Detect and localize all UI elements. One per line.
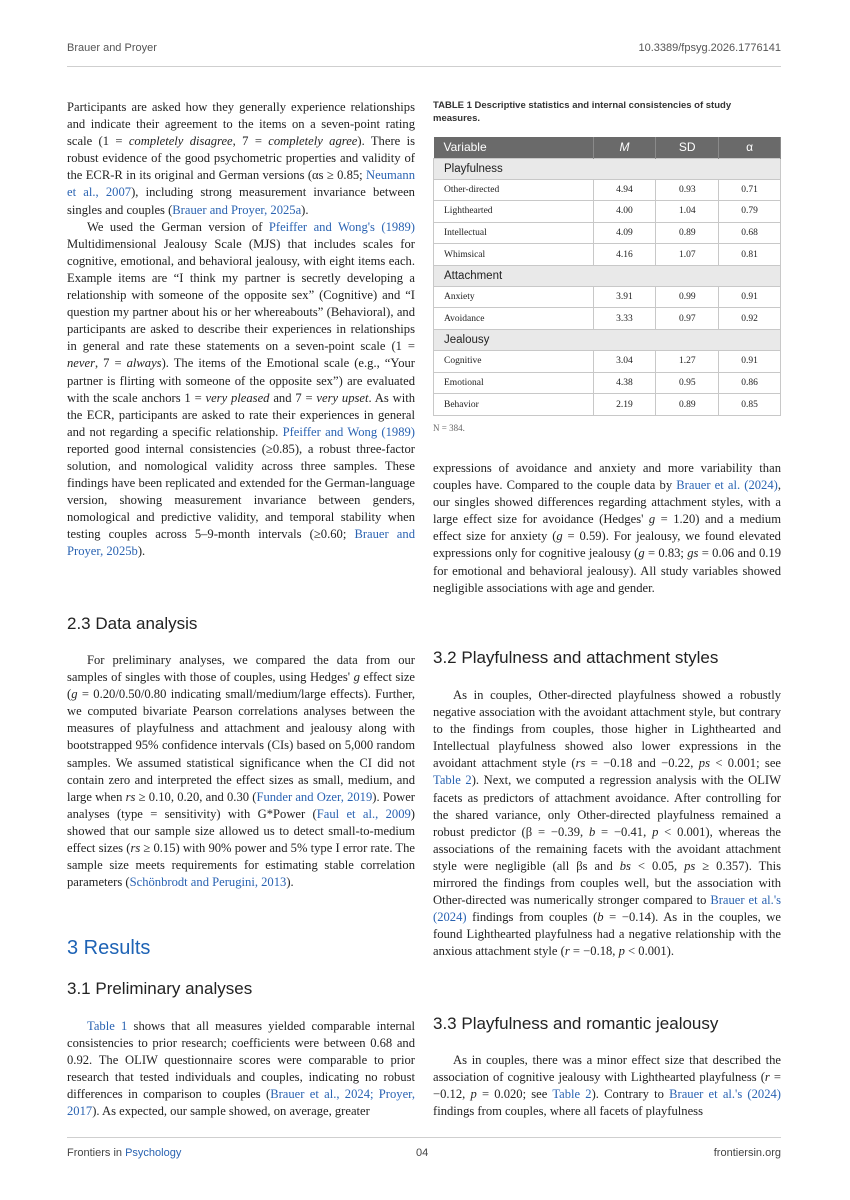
table-cell-value: 0.92 [719,308,781,330]
text-run: As in couples, Other-directed playfulness showed a robustly negative association with the avoidant attachment style, but contrary to the findings from couples, those higher in Lighthearted and Intellectual playfulness showed also lower expressions in the avoidant attachment style ( [433,688,781,771]
group-label: Attachment [434,265,781,286]
italic-text: gs [687,546,699,561]
table-cell-variable: Intellectual [434,222,594,244]
citation-link[interactable]: Pfeiffer and Wong (1989) [282,424,415,439]
text-run: Multidimensional Jealousy Scale (MJS) that includes scales for cognitive, emotional, and behavioral jealousy, with eight items each. Example items are “I think my partner is secretly developing a relationship with someone of the opposite sex” (Cognitive) and “I question my partner about his or her whereabouts” (Behavioral), and participants are asked to describe their experiences in relationships in general and rate these statements on a seven-point scale (1 = [67,236,415,354]
italic-text: b [597,910,604,925]
citation-link[interactable]: Funder and Ozer, 2019 [256,789,373,804]
text-run: Participants are asked how they generally experience relationships and indicate their agreement to the items on a seven-point rating scale (1 = [67,100,415,149]
italic-text: r [764,1070,770,1085]
paragraph [67,652,415,891]
text-run: As in couples, there was a minor effect size that described the association of cognitive jealousy with Lighthearted playfulness ( [433,1053,781,1085]
text-run: < 0.001). [624,944,674,959]
footer-journal [67,1147,181,1159]
paragraph [67,99,415,219]
italic-text: rs [125,789,136,804]
right-column-attachment [433,687,781,961]
section-heading-preliminary: 3.1 Preliminary analyses [67,979,253,998]
table-row [434,308,781,330]
page-number: 04 [416,1147,429,1159]
italic-text: bs [619,858,631,873]
paragraph [67,219,415,561]
left-column-data-analysis [67,652,415,891]
citation-link[interactable]: Brauer et al. (2024) [676,478,778,493]
table-cell-value: 0.89 [656,222,719,244]
text-run: = −0.12, [433,1070,781,1102]
text-run: expressions of avoidance and anxiety and more variability than couples have. Compared to the couple data by [433,461,781,493]
table-row [434,244,781,266]
citation-link[interactable]: Brauer and Proyer, 2025a [172,202,302,217]
citation-link[interactable]: Table 1 [87,1019,128,1033]
table-cell-value: 3.33 [593,308,656,330]
paragraph [433,687,781,961]
text-run: = −0.18 and −0.22, [585,756,699,771]
table-cell-value: 1.07 [656,244,719,266]
italic-text: completely agree [268,134,358,149]
text-run: findings from couples, where all facets of playfulness [433,1104,703,1119]
italic-text: g [638,546,645,561]
italic-text: rs [130,841,141,856]
table-cell-value: 0.93 [656,179,719,201]
left-column-top [67,99,415,561]
table-cell-value: 0.71 [719,179,781,201]
italic-text: g [353,670,360,685]
table-1 [433,137,781,416]
citation-link[interactable]: Table 2 [433,773,472,788]
text-run: ). There is robust evidence of the good psychometric properties and validity of the ECR-R in its original and German versions (αs ≥ 0.85; [67,134,415,183]
text-run: = −0.18, [569,944,619,959]
text-run: = 1.20) and a medium effect size for anxiety ( [433,512,781,544]
table-row [434,372,781,394]
text-run: findings from couples ( [466,910,598,925]
table-row [434,351,781,373]
table-cell-value: 3.91 [593,286,656,308]
text-run: = 0.020; see [476,1087,553,1102]
italic-text: g [71,687,78,702]
running-header-doi: 10.3389/fpsyg.2026.1776141 [638,42,781,54]
italic-text: very upset [316,390,369,405]
paragraph [433,1052,781,1120]
italic-text: p [652,824,659,839]
table-cell-value: 1.04 [656,201,719,223]
table-cell-variable: Whimsical [434,244,594,266]
col-mean: M [593,137,656,158]
table-cell-value: 0.89 [656,394,719,416]
text-run: ≥ 0.10, 0.20, and 0.30 ( [135,789,257,804]
table-body [434,158,781,415]
text-run: = 0.06 and 0.19 for emotional and behavioral jealousy). All study variables showed negligible associations with age and gender. [433,546,781,595]
italic-text: never [67,356,95,371]
paragraph [433,460,781,597]
table-cell-variable: Lighthearted [434,201,594,223]
section-heading-data-analysis: 2.3 Data analysis [67,614,198,633]
text-run: ) showed that our sample size allowed us to detect small-to-medium effect sizes ( [67,806,415,856]
table-cell-variable: Anxiety [434,286,594,308]
text-run: ). [137,544,146,559]
text-run: For preliminary analyses, we compared the data from our samples of singles with those of couples, using Hedges' [67,653,415,685]
left-column-preliminary [67,1018,415,1121]
table-cell-value: 0.97 [656,308,719,330]
table-cell-value: 0.68 [719,222,781,244]
table-cell-variable: Other-directed [434,179,594,201]
text-run: ). The items of the Emotional scale (e.g., “Your partner is flirting with someone of the opposite sex”) are evaluated with the scale anchors 1 = [67,356,415,405]
italic-text: g [648,512,656,527]
table-caption: TABLE 1 Descriptive statistics and internal consistencies of study measures. [433,100,732,124]
text-run: ). Contrary to [591,1087,670,1102]
citation-link[interactable]: Brauer and Proyer, 2025b [67,527,415,559]
footer-journal-name: Psychology [125,1147,182,1159]
text-run: < 0.05, [630,858,685,873]
table-cell-value: 0.91 [719,351,781,373]
table-cell-value: 0.91 [719,286,781,308]
group-label: Jealousy [434,330,781,351]
table-cell-value: 4.94 [593,179,656,201]
citation-link[interactable]: Neumann et al., 2007 [67,168,415,200]
citation-link[interactable]: Table 2 [552,1087,592,1102]
table-cell-value: 3.04 [593,351,656,373]
text-run: effect size ( [67,670,415,702]
italic-text: p [470,1087,477,1102]
italic-text: rs [575,756,586,771]
text-run: ). Next, we computed a regression analysis with the OLIW facets as predictors of attachment avoidance. After controlling for the shared variance, only Other-directed playfulness remained a robust predictor (β = −0.39, [433,773,782,839]
table-row [434,201,781,223]
table-cell-value: 0.86 [719,372,781,394]
table-group-row [434,265,781,286]
section-heading-results: 3 Results [67,937,151,959]
section-heading-attachment: 3.2 Playfulness and attachment styles [433,648,719,667]
running-header-authors: Brauer and Proyer [67,42,157,54]
footer-site-link[interactable]: frontiersin.org [713,1147,781,1159]
text-run: ). [286,875,294,890]
text-run: shows that all measures yielded comparable internal consistencies to prior research; coefficients were between 0.68 and 0.92. The OLIW questionnaire scores were comparable to prior research that tested individuals and couples, indicating no robust differences in comparison to couples ( [67,1019,415,1102]
col-alpha: α [719,137,781,158]
citation-link[interactable]: Brauer et al.'s (2024) [669,1087,781,1102]
table-cell-value: 1.27 [656,351,719,373]
table-cell-value: 4.00 [593,201,656,223]
italic-text: very pleased [205,390,270,405]
italic-text: b [588,824,596,839]
italic-text: ps [684,858,696,873]
text-run: < 0.001; see [709,756,781,771]
col-variable: Variable [434,137,594,158]
text-run: = 0.83; [644,546,688,561]
table-cell-value: 0.81 [719,244,781,266]
text-run: ). Power analyses (type = sensitivity) with G*Power ( [67,789,415,821]
italic-text: r [564,944,570,959]
text-run: = 0.20/0.50/0.80 indicating small/medium/large effects). Further, we computed bivariate Pearson correlations analyses between the measures of playfulness and attachment and jealousy along with bootstrapped 95% confidence intervals (CIs) based on 5,000 random samples. We assumed statistical significance when the CI did not contain zero and interpreted the effect sizes as small, medium, and large when [67,687,415,804]
text-run: < 0.001), whereas the associations of the remaining facets with the avoidant attachment style were negligible (all βs and [433,824,781,873]
italic-text: always [126,356,162,371]
table-row [434,286,781,308]
text-run: , our singles showed differences regarding attachment styles, with a large effect size for avoidance (Hedges' [433,478,781,527]
text-run: ). As expected, our sample showed, on average, greater [92,1104,370,1119]
text-run: ≥ 0.15) with 90% power and 5% type I error rate. The sample size meets requirements for estimating stable correlation parameters ( [67,841,415,890]
col-sd: SD [656,137,719,158]
table-row [434,179,781,201]
table-cell-value: 0.85 [719,394,781,416]
table-row [434,222,781,244]
citation-link[interactable]: Faul et al., 2009 [316,806,411,821]
footer-journal-prefix: Frontiers in [67,1147,126,1159]
text-run: = −0.41, [595,824,653,839]
table-cell-variable: Cognitive [434,351,594,373]
table-header-row [434,137,781,158]
table-cell-variable: Behavior [434,394,594,416]
italic-text: completely disagree [128,134,233,149]
text-run: and 7 = [269,390,317,405]
text-run: . As with the ECR, participants are asked to rate their experiences in general and not regarding a specific relationship. [67,390,416,439]
text-run: reported good internal consistencies (≥0.85), a robust three-factor solution, and nomological validity across three samples. These findings have been replicated and extended for the German-language version, showing measurement invariance between genders, nomological and predictive validity, and temporal stability when testing couples across 5–9-month intervals (≥0.60; [67,441,415,542]
table-cell-value: 0.95 [656,372,719,394]
citation-link[interactable]: Brauer et al., 2024; Proyer, 2017 [67,1087,415,1119]
text-run: ≥ 0.357). This mirrored the findings from couples well, but the association with Other-directed was numerically stronger compared to [433,858,781,908]
table-group-row [434,158,781,179]
paragraph [67,1018,415,1121]
text-run: ), including strong measurement invariance between singles and couples ( [67,185,415,217]
table-note: N = 384. [433,423,465,433]
header-rule [67,66,781,67]
text-run: = −0.14). As in the couples, we found Lighthearted playfulness had a negative relationship with the anxious attachment style ( [433,910,781,959]
table-cell-value: 2.19 [593,394,656,416]
group-label: Playfulness [434,158,781,179]
italic-text: p [618,944,625,959]
table-group-row [434,330,781,351]
table-cell-value: 4.38 [593,372,656,394]
citation-link[interactable]: Pfeiffer and Wong's (1989) [268,219,415,234]
citation-link[interactable]: Schönbrodt and Perugini, 2013 [129,875,287,890]
footer-rule [67,1137,781,1138]
table-cell-value: 4.09 [593,222,656,244]
text-run: , 7 = [94,356,127,371]
section-heading-jealousy: 3.3 Playfulness and romantic jealousy [433,1014,719,1033]
text-run: ). [301,202,309,217]
table-cell-value: 0.99 [656,286,719,308]
table-cell-variable: Avoidance [434,308,594,330]
citation-link[interactable]: Brauer et al.'s (2024) [433,893,781,925]
table-cell-value: 0.79 [719,201,781,223]
table-row [434,394,781,416]
table-cell-value: 4.16 [593,244,656,266]
italic-text: ps [698,756,710,771]
right-column-jealousy [433,1052,781,1120]
right-column-top [433,460,781,597]
italic-text: g [556,529,563,544]
text-run: We used the German version of [87,219,269,234]
text-run: = 0.59). For jealousy, we found elevated expressions only for cognitive jealousy ( [433,529,781,561]
table-cell-variable: Emotional [434,372,594,394]
text-run: , 7 = [232,134,269,149]
